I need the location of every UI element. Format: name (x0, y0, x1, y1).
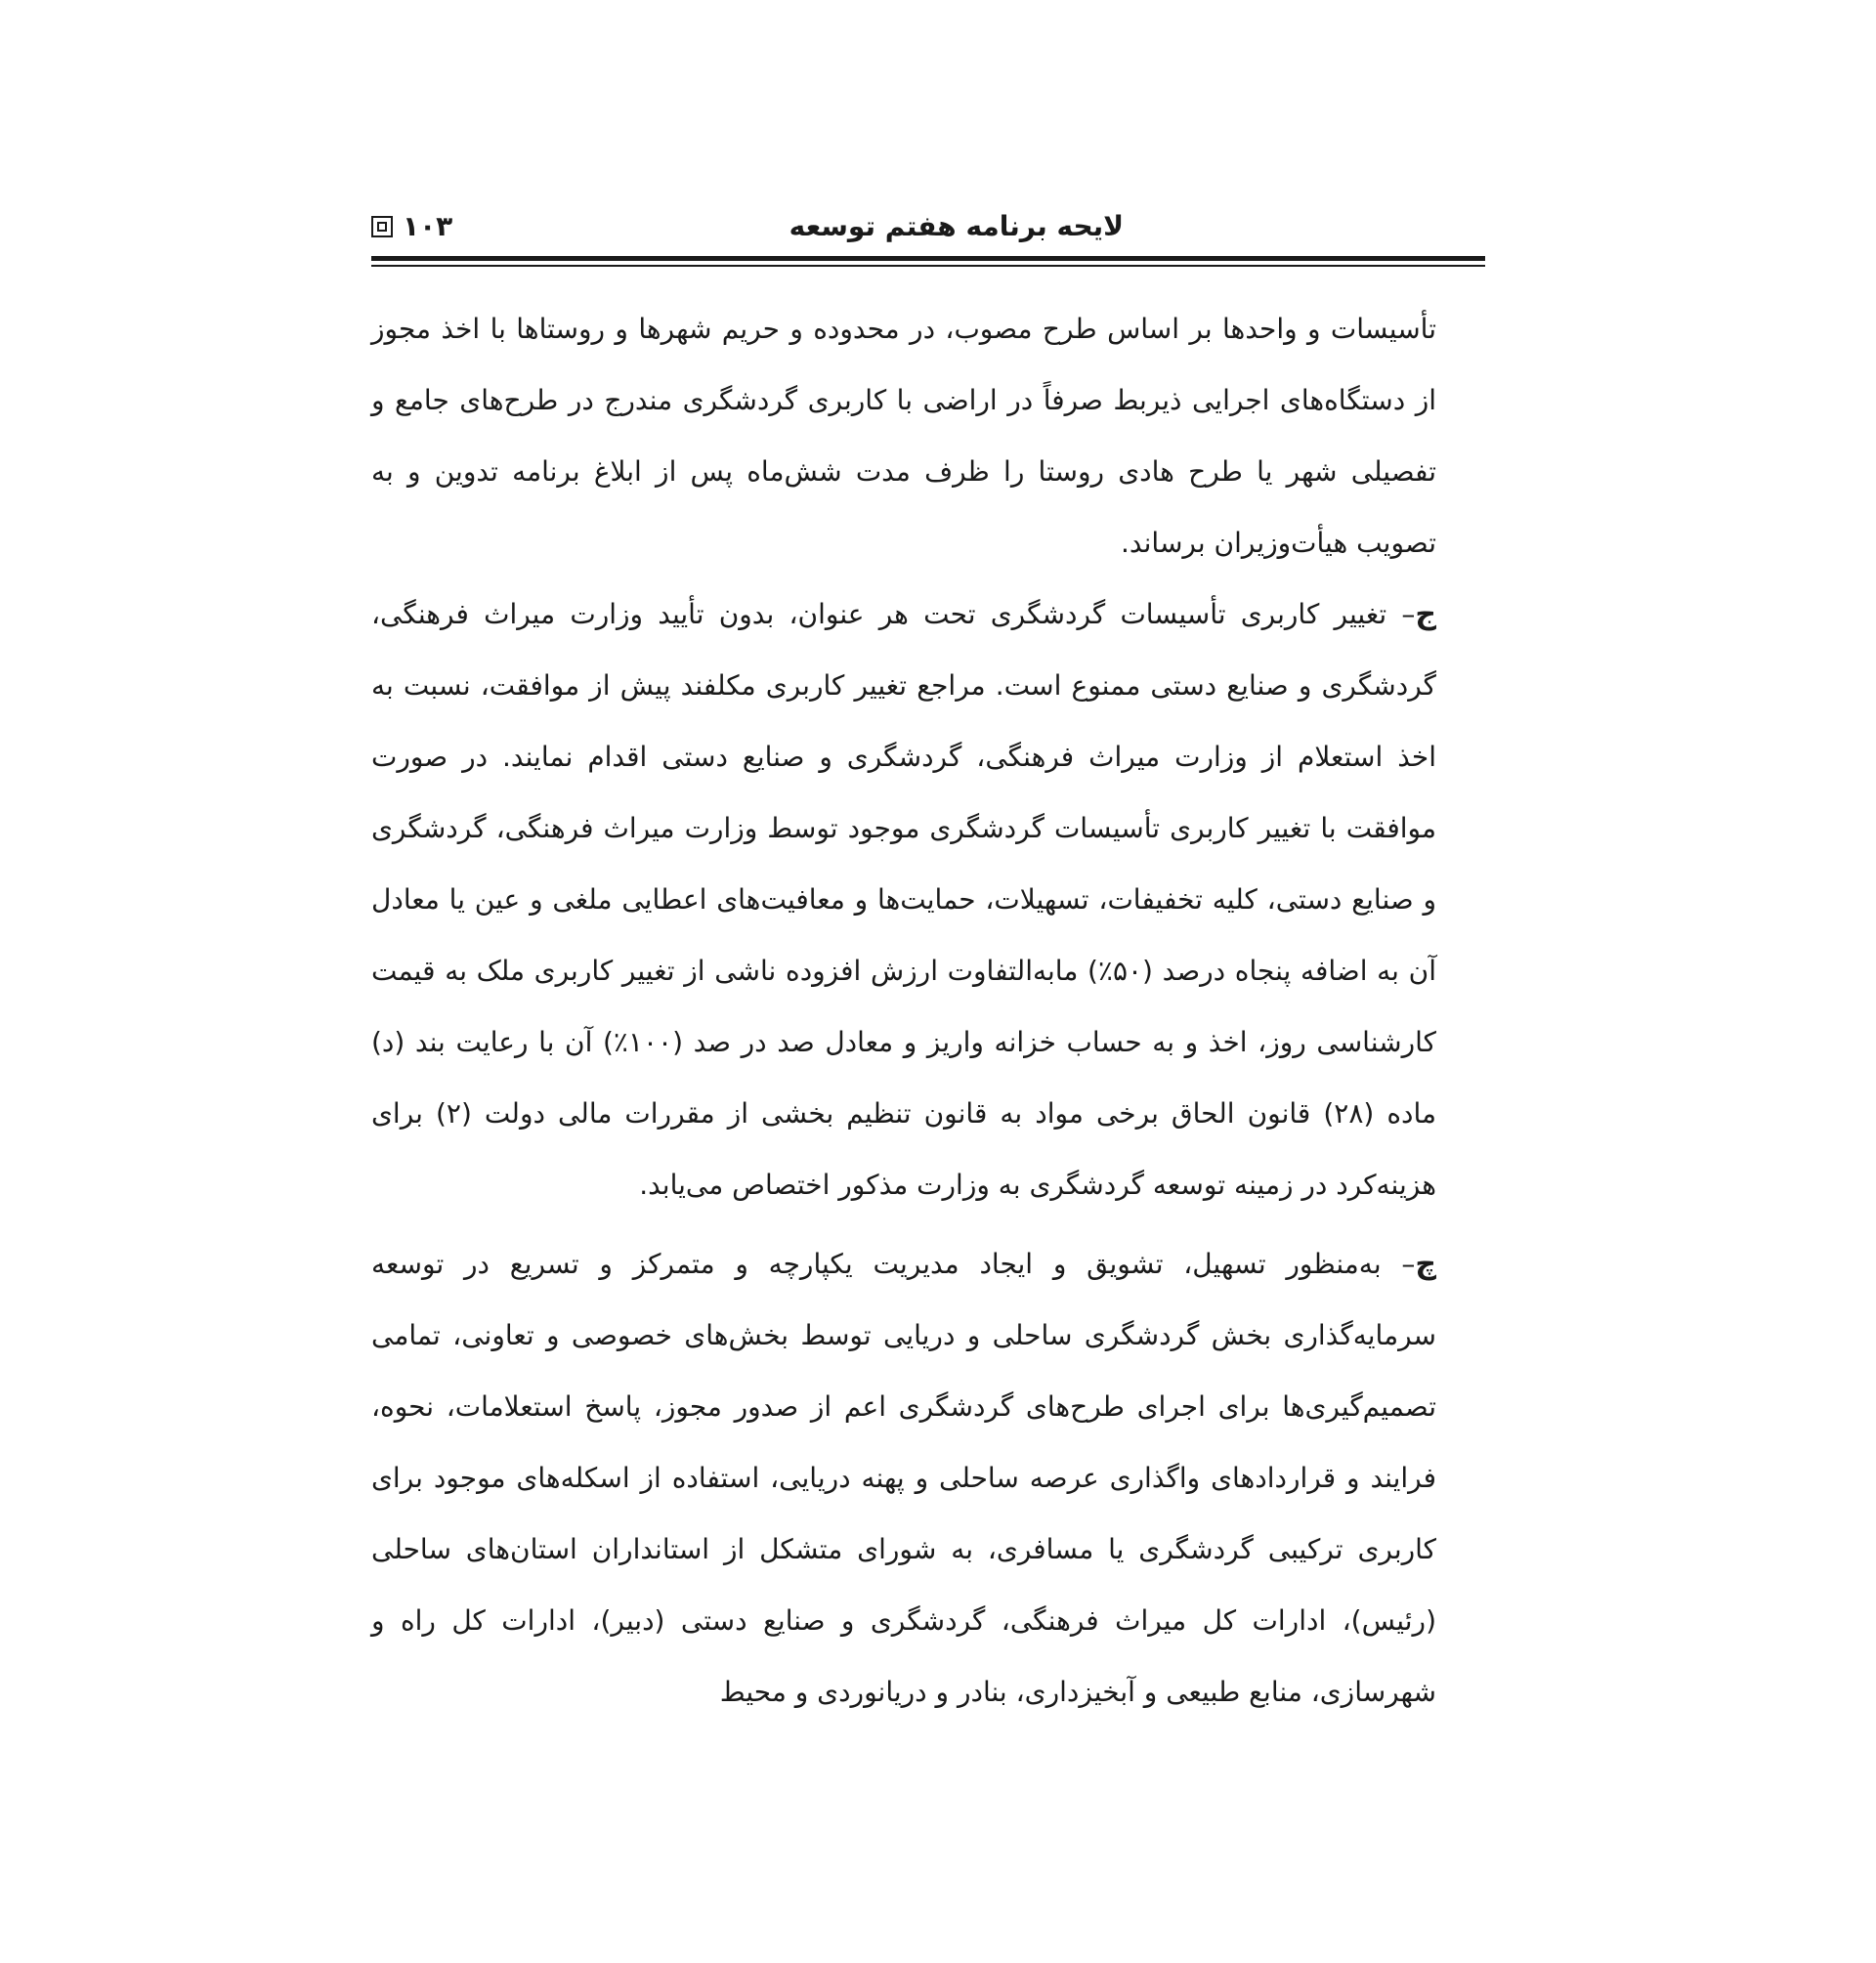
document-page (371, 195, 1485, 1876)
running-header (371, 207, 1485, 246)
paragraph-text: – به‌منظور تسهیل، تشویق و ایجاد مدیریت یکپارچه و متمرکز و تسریع در توسعه سرمایه‌گذاری بخش گردشگری ساحلی و دریایی توسط بخش‌های خصوصی و تعاونی، تمامی تصمیم‌گیری‌ها برای اجرای طرح‌های گردشگری اعم از صدور مجوز، پاسخ استعلامات، نحوه، فرایند و قراردادهای واگذاری عرصه ساحلی و پهنه دریایی، استفاده از اسکله‌های موجود برای کاربری ترکیبی گردشگری یا مسافری، به شورای متشکل از استانداران استان‌های ساحلی (رئیس)، ادارات کل میراث فرهنگی، گردشگری و صنایع دستی (دبیر)، ادارات کل راه و شهرسازی، منابع طبیعی و آبخیزداری، بنادر و دریانوردی و محیط (371, 1248, 1436, 1708)
item-letter: چ (1415, 1247, 1436, 1281)
paragraph-item-jim (371, 578, 1436, 1220)
page-number: ۱۰۳ (403, 210, 453, 242)
header-page-marker (371, 207, 452, 246)
paragraph-item-che (371, 1228, 1436, 1728)
header-title: لایحه برنامه هفتم توسعه (789, 210, 1124, 242)
paragraph-text: تأسیسات و واحدها بر اساس طرح مصوب، در محدوده و حریم شهرها و روستاها با اخذ مجوز از دستگاه‌های اجرایی ذیربط صرفاً در اراضی با کاربری گردشگری مندرج در طرح‌های جامع و تفصیلی شهر یا طرح هادی روستا را ظرف مدت شش‌ماه پس از ابلاغ برنامه تدوین و به تصویب هیأت‌وزیران برساند. (371, 313, 1436, 559)
ornament-square-icon (371, 216, 393, 237)
paragraph-text: – تغییر کاربری تأسیسات گردشگری تحت هر عنوان، بدون تأیید وزارت میراث فرهنگی، گردشگری و صنایع دستی ممنوع است. مراجع تغییر کاربری مکلفند پیش از موافقت، نسبت به اخذ استعلام از وزارت میراث فرهنگی، گردشگری و صنایع دستی اقدام نمایند. در صورت موافقت با تغییر کاربری تأسیسات گردشگری موجود توسط وزارت میراث فرهنگی، گردشگری و صنایع دستی، کلیه تخفیفات، تسهیلات، حمایت‌ها و معافیت‌های اعطایی ملغی و عین یا معادل آن به اضافه پنجاه درصد (۵۰٪) مابه‌التفاوت ارزش افزوده ناشی از تغییر کاربری ملک به قیمت کارشناسی روز، اخذ و به حساب خزانه واریز و معادل صد در صد (۱۰۰٪) آن با رعایت بند (د) ماده (۲۸) قانون الحاق برخی مواد به قانون تنظیم بخشی از مقررات مالی دولت (۲) برای هزینه‌کرد در زمینه توسعه گردشگری به وزارت مذکور اختصاص می‌یابد. (371, 598, 1437, 1201)
body-text (371, 293, 1436, 1728)
header-rule-thin (371, 265, 1485, 267)
paragraph-continuation (371, 293, 1436, 578)
header-rule-thick (371, 256, 1485, 261)
item-letter: ج (1415, 597, 1436, 631)
